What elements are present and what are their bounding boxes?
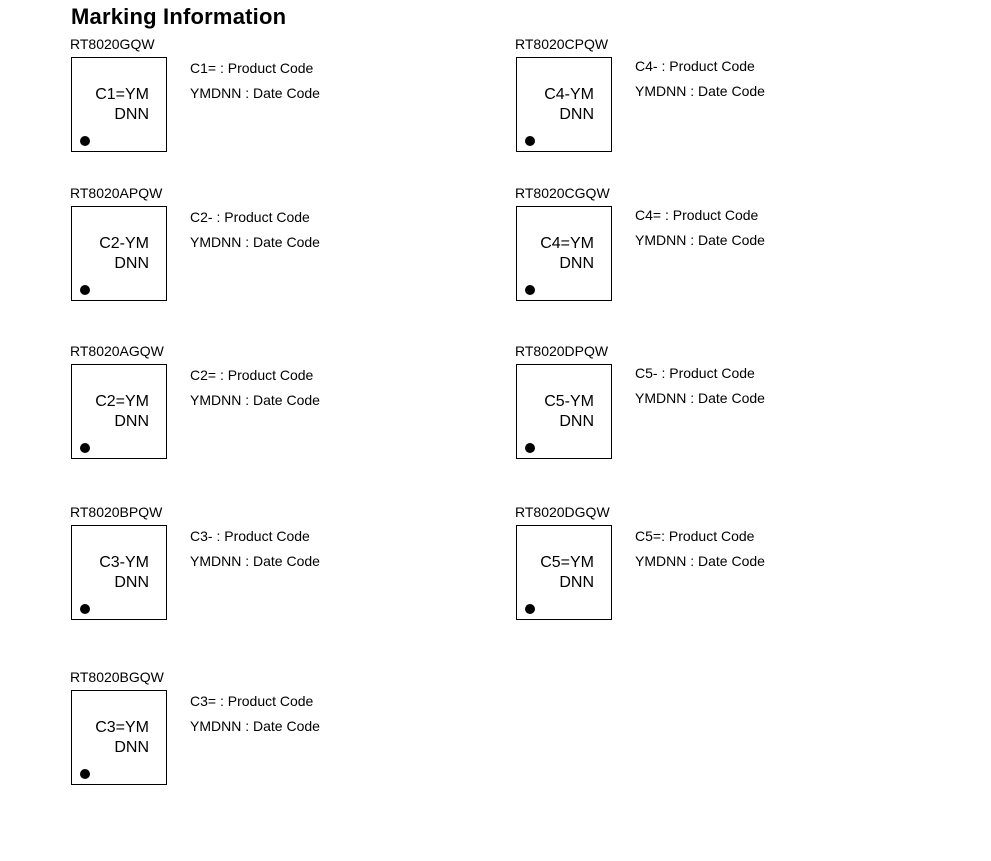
date-code-note: YMDNN : Date Code	[190, 718, 320, 734]
pin1-dot-icon	[80, 443, 90, 453]
part-number: RT8020GQW	[70, 36, 155, 52]
marking-line-2: DNN	[559, 413, 594, 430]
marking-line-1: C4=YM	[540, 235, 594, 252]
date-code-note: YMDNN : Date Code	[190, 553, 320, 569]
package-marking-diagram	[516, 364, 612, 459]
part-number: RT8020DPQW	[515, 343, 609, 359]
marking-entry	[70, 343, 400, 468]
part-number: RT8020BGQW	[70, 669, 164, 685]
marking-entry	[515, 185, 845, 310]
date-code-note: YMDNN : Date Code	[635, 232, 765, 248]
marking-line-2: DNN	[114, 413, 149, 430]
part-number: RT8020AGQW	[70, 343, 164, 359]
pin1-dot-icon	[525, 604, 535, 614]
product-code-note: C3= : Product Code	[190, 693, 314, 709]
pin1-dot-icon	[525, 443, 535, 453]
part-number: RT8020DGQW	[515, 504, 610, 520]
package-marking-diagram	[516, 206, 612, 301]
marking-entry	[70, 504, 400, 629]
part-number: RT8020APQW	[70, 185, 163, 201]
marking-line-1: C2-YM	[99, 235, 149, 252]
date-code-note: YMDNN : Date Code	[635, 390, 765, 406]
pin1-dot-icon	[80, 769, 90, 779]
marking-line-2: DNN	[114, 106, 149, 123]
marking-entry	[515, 343, 845, 468]
product-code-note: C5- : Product Code	[635, 365, 755, 381]
marking-line-1: C2=YM	[95, 393, 149, 410]
product-code-note: C3- : Product Code	[190, 528, 310, 544]
marking-line-2: DNN	[559, 106, 594, 123]
marking-line-1: C3-YM	[99, 554, 149, 571]
package-marking-diagram	[71, 364, 167, 459]
marking-line-1: C5=YM	[540, 554, 594, 571]
package-marking-diagram	[71, 57, 167, 152]
product-code-note: C2= : Product Code	[190, 367, 314, 383]
product-code-note: C4- : Product Code	[635, 58, 755, 74]
package-marking-diagram	[516, 525, 612, 620]
product-code-note: C2- : Product Code	[190, 209, 310, 225]
product-code-note: C4= : Product Code	[635, 207, 759, 223]
package-marking-diagram	[71, 525, 167, 620]
part-number: RT8020CPQW	[515, 36, 609, 52]
date-code-note: YMDNN : Date Code	[635, 553, 765, 569]
marking-entry	[70, 185, 400, 310]
pin1-dot-icon	[525, 285, 535, 295]
part-number: RT8020CGQW	[515, 185, 610, 201]
marking-line-2: DNN	[559, 255, 594, 272]
marking-line-2: DNN	[114, 255, 149, 272]
marking-entry	[70, 669, 400, 794]
date-code-note: YMDNN : Date Code	[635, 83, 765, 99]
marking-entry	[515, 36, 845, 161]
package-marking-diagram	[516, 57, 612, 152]
date-code-note: YMDNN : Date Code	[190, 392, 320, 408]
marking-line-2: DNN	[559, 574, 594, 591]
page-title: Marking Information	[71, 4, 287, 29]
marking-line-2: DNN	[114, 574, 149, 591]
date-code-note: YMDNN : Date Code	[190, 85, 320, 101]
marking-line-1: C1=YM	[95, 86, 149, 103]
product-code-note: C5=: Product Code	[635, 528, 755, 544]
pin1-dot-icon	[80, 136, 90, 146]
marking-line-2: DNN	[114, 739, 149, 756]
pin1-dot-icon	[80, 285, 90, 295]
product-code-note: C1= : Product Code	[190, 60, 314, 76]
part-number: RT8020BPQW	[70, 504, 163, 520]
pin1-dot-icon	[525, 136, 535, 146]
marking-line-1: C3=YM	[95, 719, 149, 736]
package-marking-diagram	[71, 690, 167, 785]
marking-line-1: C4-YM	[544, 86, 594, 103]
package-marking-diagram	[71, 206, 167, 301]
date-code-note: YMDNN : Date Code	[190, 234, 320, 250]
marking-entry	[515, 504, 845, 629]
marking-entry	[70, 36, 400, 161]
marking-line-1: C5-YM	[544, 393, 594, 410]
pin1-dot-icon	[80, 604, 90, 614]
